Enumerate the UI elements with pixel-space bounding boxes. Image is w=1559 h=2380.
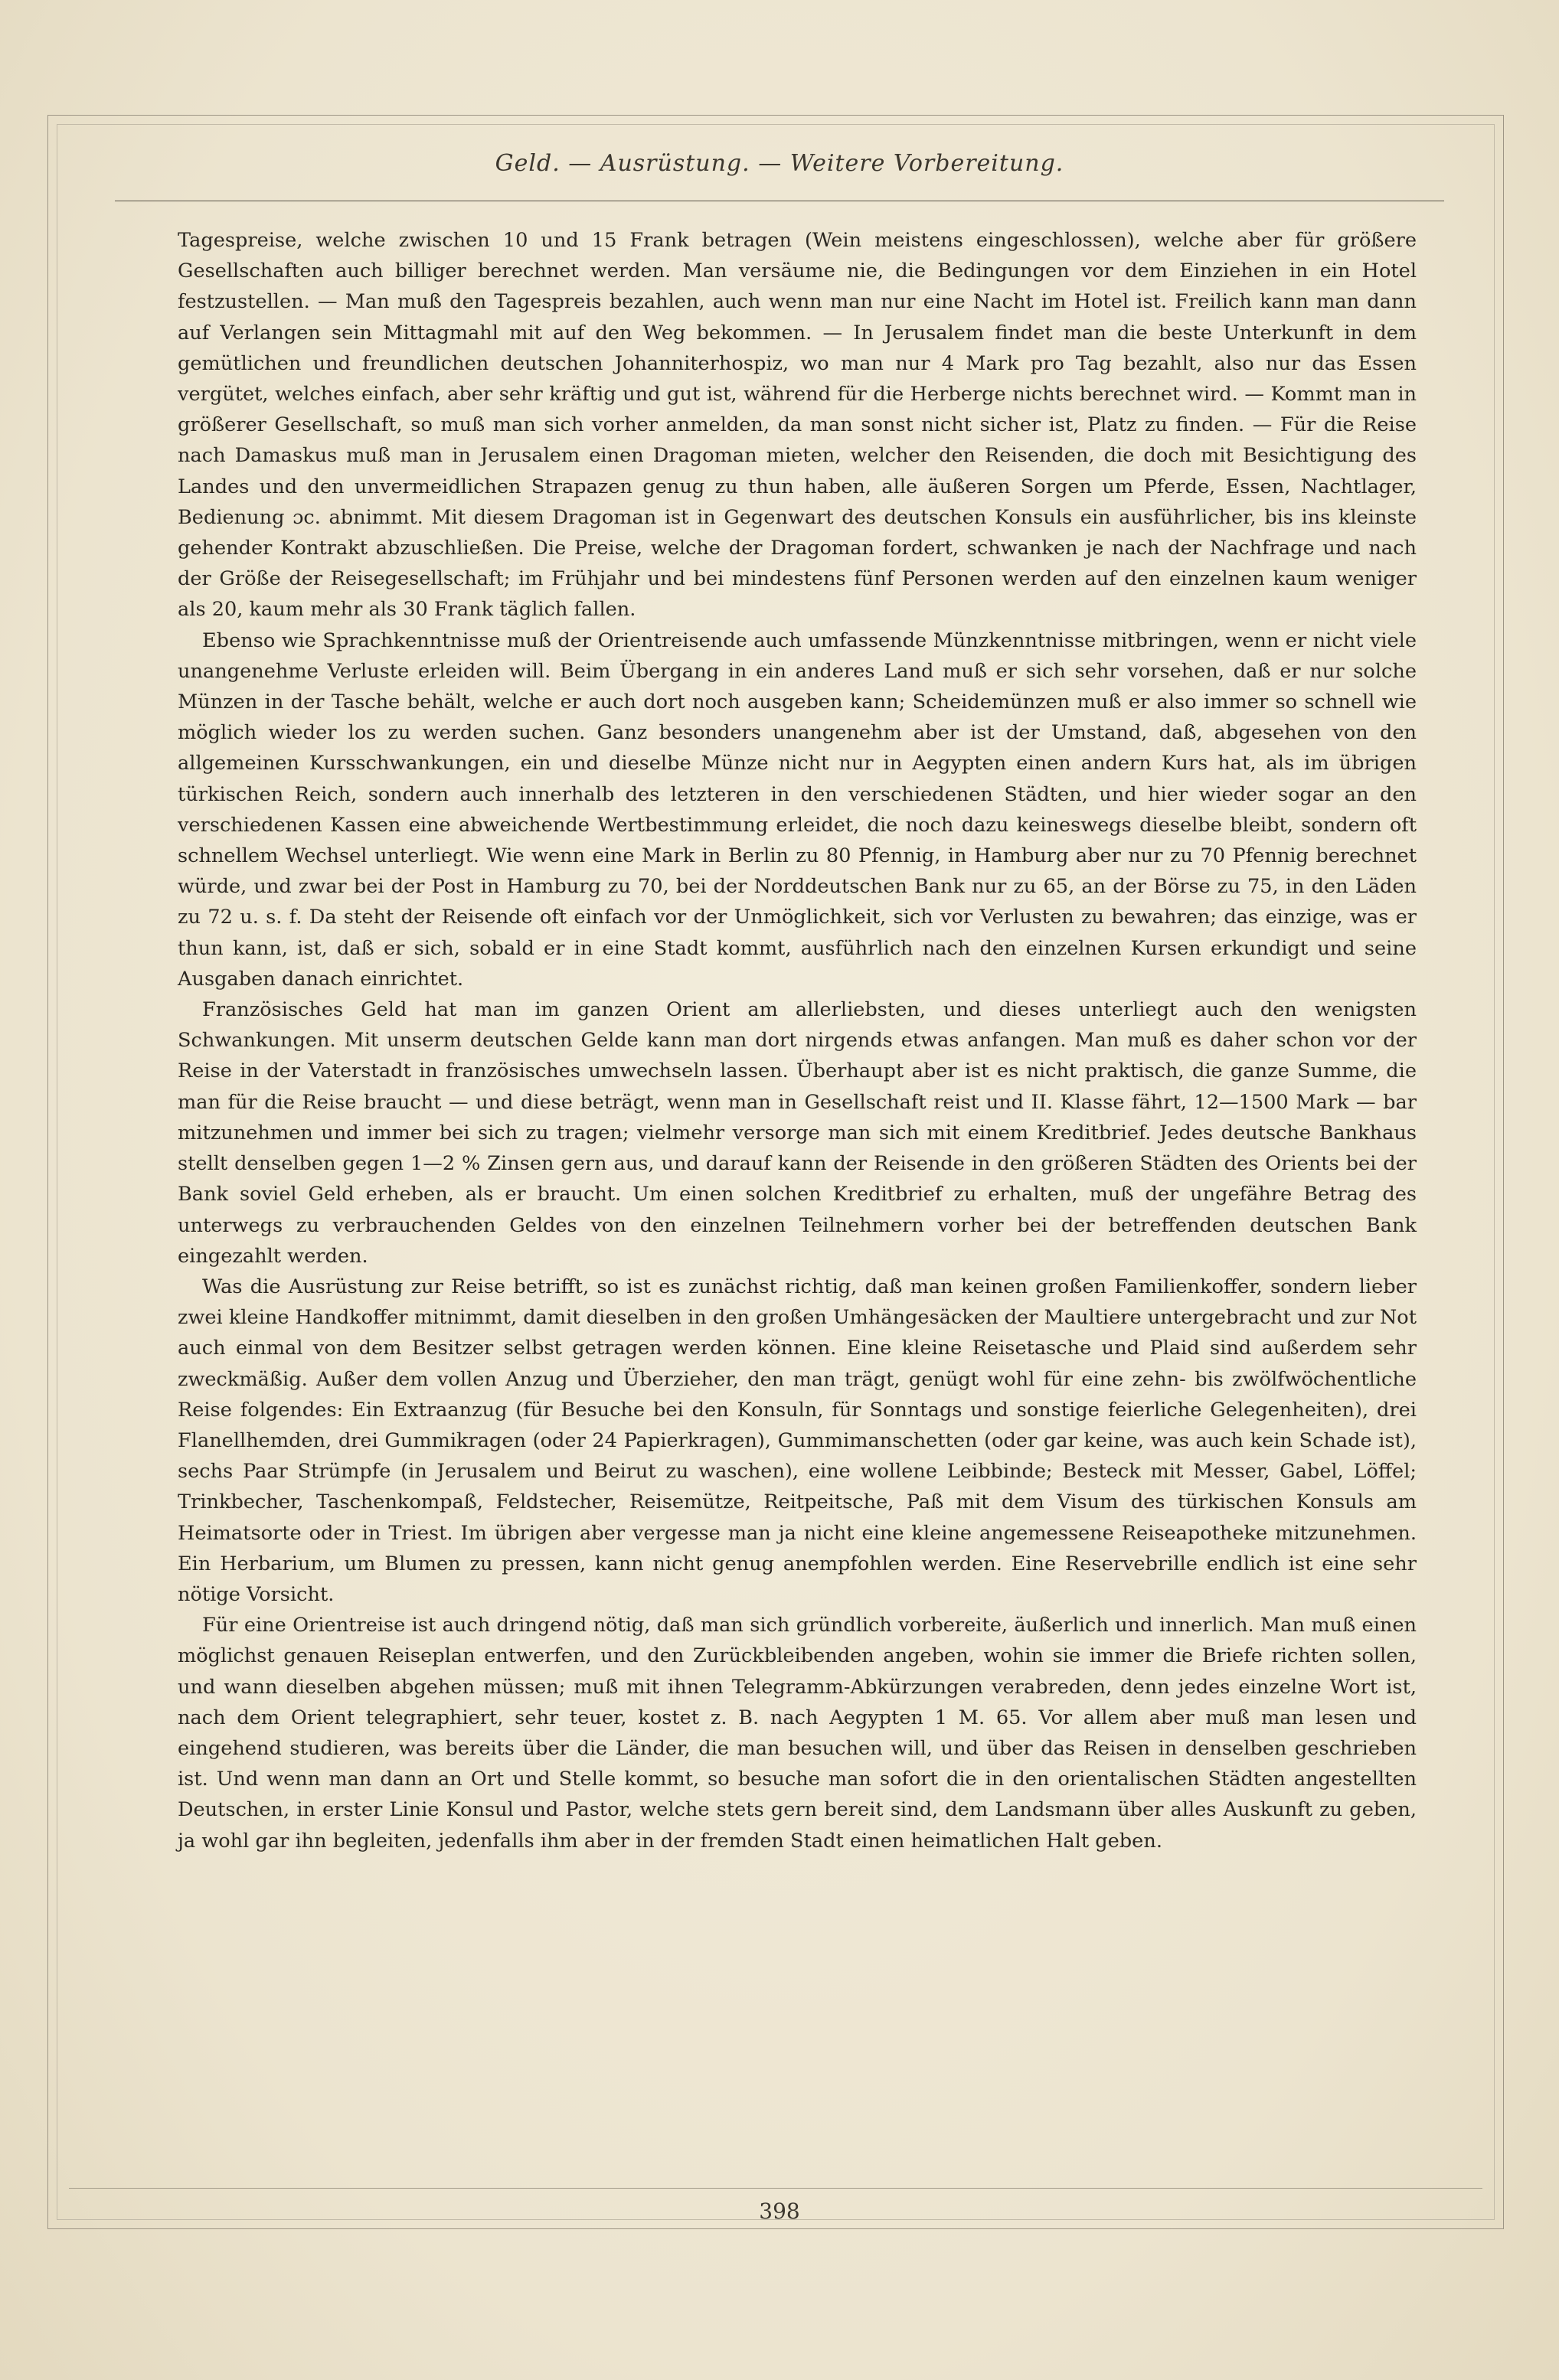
running-header: Geld. — Ausrüstung. — Weitere Vorbereitung. — [495, 150, 1064, 177]
paragraph-4: Was die Ausrüstung zur Reise betrifft, so ist es zunächst richtig, daß man keinen großen Familienkoffer, sondern lieber zwei kleine Handkoffer mitnimmt, damit dieselben in den großen Umhängesäcken der Maultiere untergebracht und zur Not auch einmal von dem Besitzer selbst getragen werden können. Eine kleine Reisetasche und Plaid sind außerdem sehr zweckmäßig. Außer dem vollen Anzug und Überzieher, den man trägt, genügt wohl für eine zehn- bis zwölfwöchentliche Reise folgendes: Ein Extraanzug (für Besuche bei den Konsuln, für Sonntags und sonstige feierliche Gelegenheiten), drei Flanellhemden, drei Gummikragen (oder 24 Papierkragen), Gummimanschetten (oder gar keine, was auch kein Schade ist), sechs Paar Strümpfe (in Jerusalem und Beirut zu waschen), eine wollene Leibbinde; Besteck mit Messer, Gabel, Löffel; Trinkbecher, Taschenkompaß, Feldstecher, Reisemütze, Reitpeitsche, Paß mit dem Visum des türkischen Konsuls am Heimatsorte oder in Triest. Im übrigen aber vergesse man ja nicht eine kleine angemessene Reiseapotheke mitzunehmen. Ein Herbarium, um Blumen zu pressen, kann nicht genug anempfohlen werden. Eine Reservebrille endlich ist eine sehr nötige Vorsicht. — [178, 1275, 1417, 1606]
paragraph-5: Für eine Orientreise ist auch dringend nötig, daß man sich gründlich vorbereite, äußerlich und innerlich. Man muß einen möglichst genauen Reiseplan entwerfen, und den Zurückbleibenden angeben, wohin sie immer die Briefe richten sollen, und wann dieselben abgehen müssen; muß mit ihnen Telegramm-Abkürzungen verabreden, denn jedes einzelne Wort ist, nach dem Orient telegraphiert, sehr teuer, kostet z. B. nach Aegypten 1 M. 65. Vor allem aber muß man lesen und eingehend studieren, was bereits über die Länder, die man besuchen will, und über das Reisen in denselben geschrieben ist. Und wenn man dann an Ort und Stelle kommt, so besuche man sofort die in den orientalischen Städten angestellten Deutschen, in erster Linie Konsul und Pastor, welche stets gern bereit sind, dem Landsmann über alles Auskunft zu geben, ja wohl gar ihn begleiten, jedenfalls ihm aber in der fremden Stadt einen heimatlichen Halt geben. — [178, 1614, 1417, 1853]
paragraph-3: Französisches Geld hat man im ganzen Orient am allerliebsten, und dieses unterliegt auch den wenigsten Schwankungen. Mit unserm deutschen Gelde kann man dort nirgends etwas anfangen. Man muß es daher schon vor der Reise in der Vaterstadt in französisches umwechseln lassen. Überhaupt aber ist es nicht praktisch, die ganze Summe, die man für die Reise braucht — und diese beträgt, wenn man in Gesellschaft reist und II. Klasse fährt, 12—1500 Mark — bar mitzunehmen und immer bei sich zu tragen; vielmehr versorge man sich mit einem Kreditbrief. Jedes deutsche Bankhaus stellt denselben gegen 1—2 % Zinsen gern aus, und darauf kann der Reisende in den größeren Städten des Orients bei der Bank soviel Geld erheben, als er braucht. Um einen solchen Kreditbrief zu erhalten, muß der ungefähre Betrag des unterwegs zu verbrauchenden Geldes von den einzelnen Teilnehmern vorher bei der betreffenden deutschen Bank eingezahlt werden. — [178, 998, 1417, 1268]
page-number: 398 — [759, 2199, 800, 2224]
paragraph-2: Ebenso wie Sprachkenntnisse muß der Orientreisende auch umfassende Münzkenntnisse mitbringen, wenn er nicht viele unangenehme Verluste erleiden will. Beim Übergang in ein anderes Land muß er sich sehr vorsehen, daß er nur solche Münzen in der Tasche behält, welche er auch dort noch ausgeben kann; Scheidemünzen muß er also immer so schnell wie möglich wieder los zu werden suchen. Ganz besonders unangenehm aber ist der Umstand, daß, abgesehen von den allgemeinen Kursschwankungen, ein und dieselbe Münze nicht nur in Aegypten einen andern Kurs hat, als im übrigen türkischen Reich, sondern auch innerhalb des letzteren in den verschiedenen Städten, und hier wieder sogar an den verschiedenen Kassen eine abweichende Wertbestimmung erleidet, die noch dazu keineswegs dieselbe bleibt, sondern oft schnellem Wechsel unterliegt. Wie wenn eine Mark in Berlin zu 80 Pfennig, in Hamburg aber nur zu 70 Pfennig berechnet würde, und zwar bei der Post in Hamburg zu 70, bei der Norddeutschen Bank nur zu 65, an der Börse zu 75, in den Läden zu 72 u. s. f. Da steht der Reisende oft einfach vor der Unmöglichkeit, sich vor Verlusten zu bewahren; das einzige, was er thun kann, ist, daß er sich, sobald er in eine Stadt kommt, ausführlich nach den einzelnen Kursen erkundigt und seine Ausgaben danach einrichtet. — [178, 628, 1417, 991]
body-text — [178, 225, 1417, 1856]
footer-rule — [69, 2188, 1482, 2189]
paragraph-1: Tagespreise, welche zwischen 10 und 15 Frank betragen (Wein meistens eingeschlossen), welche aber für größere Gesellschaften auch billiger berechnet werden. Man versäume nie, die Bedingungen vor dem Einziehen in ein Hotel festzustellen. — Man muß den Tagespreis bezahlen, auch wenn man nur eine Nacht im Hotel ist. Freilich kann man dann auf Verlangen sein Mittagmahl mit auf den Weg bekommen. — In Jerusalem findet man die beste Unterkunft in dem gemütlichen und freundlichen deutschen Johanniterhospiz, wo man nur 4 Mark pro Tag bezahlt, also nur das Essen vergütet, welches einfach, aber sehr kräftig und gut ist, während für die Herberge nichts berechnet wird. — Kommt man in größerer Gesellschaft, so muß man sich vorher anmelden, da man sonst nicht sicher ist, Platz zu finden. — Für die Reise nach Damaskus muß man in Jerusalem einen Dragoman mieten, welcher den Reisenden, die doch mit Besichtigung des Landes und den unvermeidlichen Strapazen genug zu thun haben, alle äußeren Sorgen um Pferde, Essen, Nachtlager, Bedienung ɔc. abnimmt. Mit diesem Dragoman ist in Gegenwart des deutschen Konsuls ein ausführlicher, bis ins kleinste gehender Kontrakt abzuschließen. Die Preise, welche der Dragoman fordert, schwanken je nach der Nachfrage und nach der Größe der Reisegesellschaft; im Frühjahr und bei mindestens fünf Personen werden auf den einzelnen kaum weniger als 20, kaum mehr als 30 Frank täglich fallen. — [178, 229, 1417, 622]
